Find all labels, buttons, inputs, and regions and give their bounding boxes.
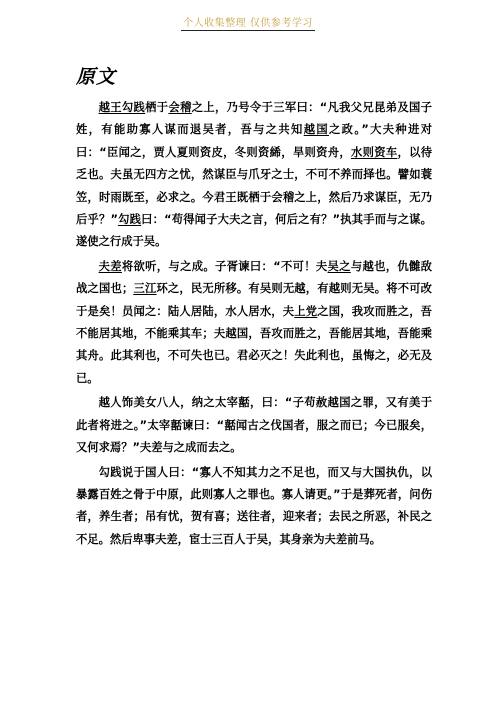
text-segment: 与越也，仇雠敌战之国也；: [76, 259, 432, 296]
underlined-name: 夫差: [98, 259, 122, 273]
text-segment: 越人饰美女八人，纳之太宰嚭，曰：“子苟赦越国之罪，又有美于此者将进之。”太宰嚭谏曰：“嚭闻古之伐国者，服之而已；今已服矣，又何求焉？”夫差与之成而去之。: [76, 396, 432, 455]
text-segment: ，以待乏也。夫虽无四方之忧，然谋臣与爪牙之士，不可不养而择也。譬如蓑笠，时雨既至，必求之。今君王既栖于会稽之上，然后乃求谋臣，无乃后乎？”: [76, 145, 432, 227]
underlined-name: 越国: [303, 123, 330, 137]
text-segment: 栖于: [145, 101, 169, 114]
page-header-text: 个人收集整理 仅供参考学习: [181, 14, 315, 31]
underlined-name: 上党: [294, 304, 318, 318]
paragraph-3: [76, 392, 432, 459]
underlined-name: 会稽: [168, 101, 192, 114]
underlined-name: 勾践: [117, 213, 142, 227]
document-body: [76, 97, 432, 551]
paragraph-4: [76, 462, 432, 552]
text-segment: 曰：“苟得闻子大夫之言，何后之有？”执其手而与之谋。遂使之行成于吴。: [76, 213, 432, 249]
underlined-name: 吴之: [327, 259, 351, 273]
underlined-name: 越王勾践: [98, 101, 146, 114]
paragraph-1: [76, 97, 432, 254]
page-header: [0, 14, 496, 31]
text-segment: 之上，乃号令于三军曰：“凡我父兄昆弟及国子姓，有能助寡人谋而退吴者，吾与之共知: [76, 101, 432, 137]
underlined-name: 三江: [133, 282, 157, 296]
paragraph-2: [76, 256, 432, 390]
underlined-name: 水则资车: [350, 145, 398, 159]
text-segment: 之政。”大夫种进对曰：“臣闻之，贾人夏则资皮，冬则资絺，旱则资舟，: [76, 123, 432, 159]
text-segment: 将欲听，与之成。子胥谏曰：“不可！夫: [121, 259, 328, 273]
text-segment: 之国，我攻而胜之，吾不能居其地，不能乘其车；夫越国，吾攻而胜之，吾能居其地，吾能乘其舟。此其利也，不可失也已。君必灭之！失此利也，虽悔之，必无及已。: [76, 304, 432, 385]
section-title: 原文: [76, 66, 117, 88]
text-segment: 环之，民无所移。有吴则无越，有越则无吴。将不可改于是矣！员闻之：陆人居陆，水人居水，夫: [76, 282, 432, 318]
text-segment: 勾践说于国人曰：“寡人不知其力之不足也，而又与大国执仇，以暴露百姓之骨于中原，此则寡人之罪也。寡人请更。”于是葬死者，问伤者，养生者；吊有忧，贺有喜；送往者，迎来者；去民之所恶，补民之不足。然后卑事夫差，宦士三百人于吴，其身亲为夫差前马。: [76, 465, 432, 546]
